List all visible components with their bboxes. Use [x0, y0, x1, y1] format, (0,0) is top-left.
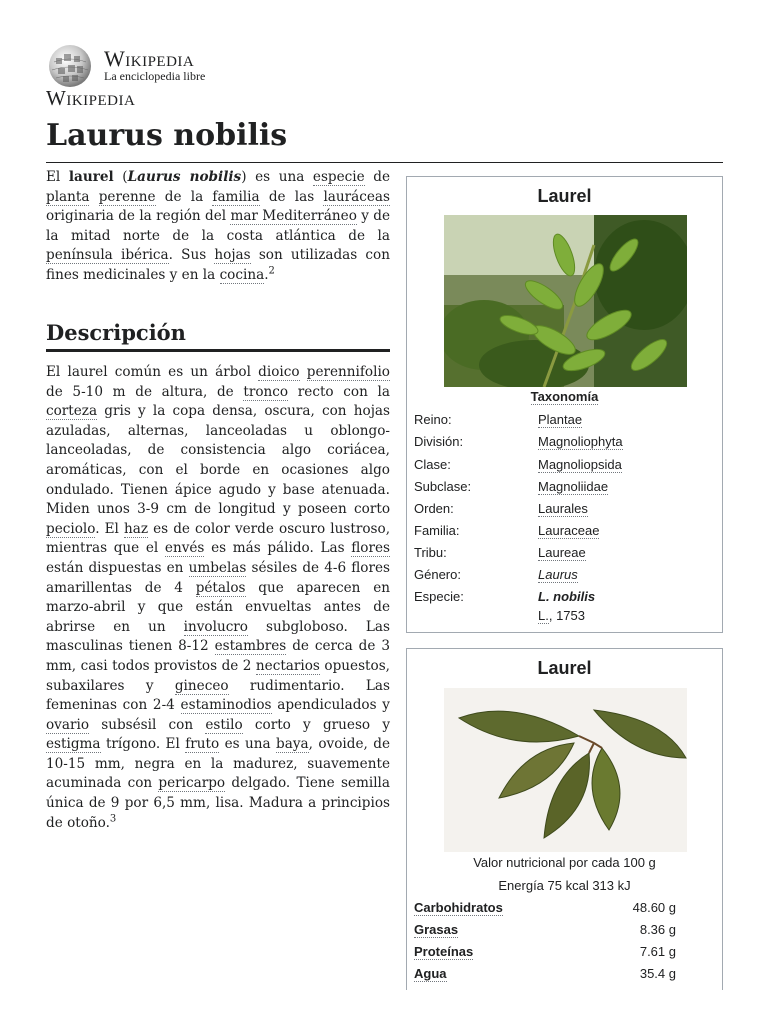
reference-2[interactable]: 2	[268, 265, 275, 277]
tax-link-magnoliophyta[interactable]: Magnoliophyta	[538, 434, 623, 449]
link-cocina[interactable]: cocina	[219, 266, 265, 283]
tax-label-familia: Familia:	[414, 523, 460, 538]
link-hojas[interactable]: hojas	[214, 247, 251, 264]
tax-link-magnoliidae[interactable]: Magnoliidae	[538, 479, 609, 494]
tax-link-laureae[interactable]: Laureae	[538, 545, 586, 560]
link-perenne[interactable]: perenne	[98, 188, 156, 205]
tax-link-laurales[interactable]: Laurales	[538, 501, 588, 516]
tax-label-tribu: Tribu:	[414, 545, 447, 560]
link-peninsula-iberica[interactable]: península ibérica	[46, 247, 169, 264]
nutrient-row-proteinas	[414, 944, 676, 959]
link-lauraceas[interactable]: lauráceas	[323, 188, 390, 205]
nutrient-label[interactable]: Carbohidratos	[414, 900, 503, 915]
link-mar-mediterraneo[interactable]: mar Mediterráneo	[230, 208, 357, 225]
link-estigma[interactable]: estigma	[46, 736, 101, 753]
link-familia[interactable]: familia	[212, 188, 260, 205]
link-flores[interactable]: flores	[351, 540, 390, 557]
tax-label-clase: Clase:	[414, 457, 451, 472]
link-baya[interactable]: baya	[276, 736, 309, 753]
nutrient-label[interactable]: Agua	[414, 966, 447, 981]
tax-label-genero: Género:	[414, 567, 461, 582]
taxonomy-header[interactable]: Taxonomía	[530, 389, 599, 404]
link-involucro[interactable]: involucro	[183, 618, 248, 635]
nutrient-value: 35.4 g	[639, 966, 676, 981]
link-dioico[interactable]: dioico	[258, 364, 300, 380]
nutrient-value: 7.61 g	[639, 944, 676, 959]
nutrient-row-agua	[414, 966, 676, 981]
tax-link-magnoliopsida[interactable]: Magnoliopsida	[538, 457, 622, 472]
intro-paragraph: El laurel (Laurus nobilis) es una especie de planta perenne de la familia de las lauráceas originaria de la región del mar Mediterráneo y de la mitad norte de la costa atlántica de la península ibérica. Sus hojas son utilizadas con fines medicinales y en la cocina.$^2$	[46, 169, 391, 283]
link-umbelas[interactable]: umbelas	[188, 559, 247, 576]
section-divider	[46, 349, 390, 352]
tax-label-reino: Reino:	[414, 412, 452, 427]
tax-link-laurus[interactable]: Laurus	[538, 567, 578, 582]
tax-link-plantae[interactable]: Plantae	[538, 412, 583, 427]
link-tronco[interactable]: tronco	[243, 383, 289, 400]
link-perennifolio[interactable]: perennifolio	[306, 364, 390, 380]
link-estambres[interactable]: estambres	[214, 638, 287, 655]
nutrient-value: 8.36 g	[639, 922, 676, 937]
link-estaminodios[interactable]: estaminodios	[180, 697, 272, 714]
infobox-title: Laurel	[537, 186, 592, 206]
title-divider	[46, 162, 723, 163]
site-wordmark: Wikipedia	[104, 46, 195, 71]
tax-label-division: División:	[414, 434, 464, 449]
bay-leaves-photo[interactable]	[444, 688, 687, 852]
link-nectarios[interactable]: nectarios	[255, 657, 320, 674]
reference-3[interactable]: 3	[109, 813, 117, 825]
nutrient-label[interactable]: Grasas	[414, 922, 459, 937]
page-title: Laurus nobilis	[46, 118, 288, 153]
description-paragraph: El laurel común es un árbol dioico perennifolio de 5-10 m de altura, de tronco recto con la corteza gris y la copa densa, oscura, con hojas azuladas, alternas, lanceoladas u oblongo-lanceoladas, de consistencia algo coriácea, aromáticas, con el borde en ocasiones algo ondulado. Tienen ápice agudo y base atenuada. Miden unos 3-9 cm de longitud y poseen corto peciolo. El haz es de color verde oscuro lustroso, mientras que el envés es más pálido. Las flores están dispuestas en umbelas sésiles de 4-6 flores amarillentas de 4 pétalos que aparecen en marzo-abril y que están envueltas antes de abrirse en un involucro subgloboso. Las masculinas tienen 8-12 estambres de cerca de 3 mm, casi todos provistos de 2 nectarios opuestos, subaxilares y gineceo rudimentario. Las femeninas con 2-4 estaminodios apendiculados y ovario subsésil con estilo corto y grueso y estigma trígono. El fruto es una baya, ovoide, de 10-15 mm, negra en la madurez, suavemente acuminada con pericarpo delgado. Tiene semilla única de 9 por 6,5 mm, lisa. Madura a principios de otoño.$^3$	[46, 364, 391, 831]
tax-authority-link[interactable]: L.	[538, 608, 549, 623]
site-wordmark-secondary: Wikipedia	[46, 86, 136, 110]
site-tagline: La enciclopedia libre	[104, 69, 206, 83]
link-haz[interactable]: haz	[123, 520, 148, 537]
nutrient-row-grasas	[414, 922, 676, 937]
nutrition-caption: Valor nutricional por cada 100 g	[473, 855, 656, 870]
section-heading-descripcion: Descripción	[46, 320, 186, 345]
tax-label-orden: Orden:	[414, 501, 454, 516]
link-especie[interactable]: especie	[312, 169, 365, 185]
nutrient-label[interactable]: Proteínas	[414, 944, 474, 959]
wikipedia-globe-icon	[46, 44, 94, 88]
nutrition-energy: Energía 75 kcal 313 kJ	[498, 878, 631, 893]
link-petalos[interactable]: pétalos	[195, 579, 246, 596]
link-fruto[interactable]: fruto	[185, 736, 220, 753]
tax-authority-year: , 1753	[548, 608, 585, 623]
nutrition-infobox	[406, 648, 723, 990]
link-pericarpo[interactable]: pericarpo	[158, 775, 226, 792]
infobox-title-2: Laurel	[537, 658, 592, 678]
tax-label-subclase: Subclase:	[414, 479, 472, 494]
link-corteza[interactable]: corteza	[46, 403, 98, 420]
tax-link-lauraceae[interactable]: Lauraceae	[538, 523, 600, 538]
tax-label-especie: Especie:	[414, 589, 464, 604]
taxonomy-infobox	[406, 176, 723, 633]
link-gineceo[interactable]: gineceo	[174, 677, 229, 694]
tax-species-name: L. nobilis	[538, 589, 596, 604]
link-peciolo[interactable]: peciolo	[46, 520, 96, 537]
nutrient-row-carbohidratos	[414, 900, 676, 915]
link-planta[interactable]: planta	[46, 188, 90, 205]
laurel-plant-photo[interactable]	[444, 215, 687, 387]
link-enves[interactable]: envés	[164, 540, 205, 557]
link-estilo[interactable]: estilo	[205, 716, 243, 733]
nutrient-value: 48.60 g	[632, 900, 676, 915]
link-ovario[interactable]: ovario	[46, 716, 89, 733]
